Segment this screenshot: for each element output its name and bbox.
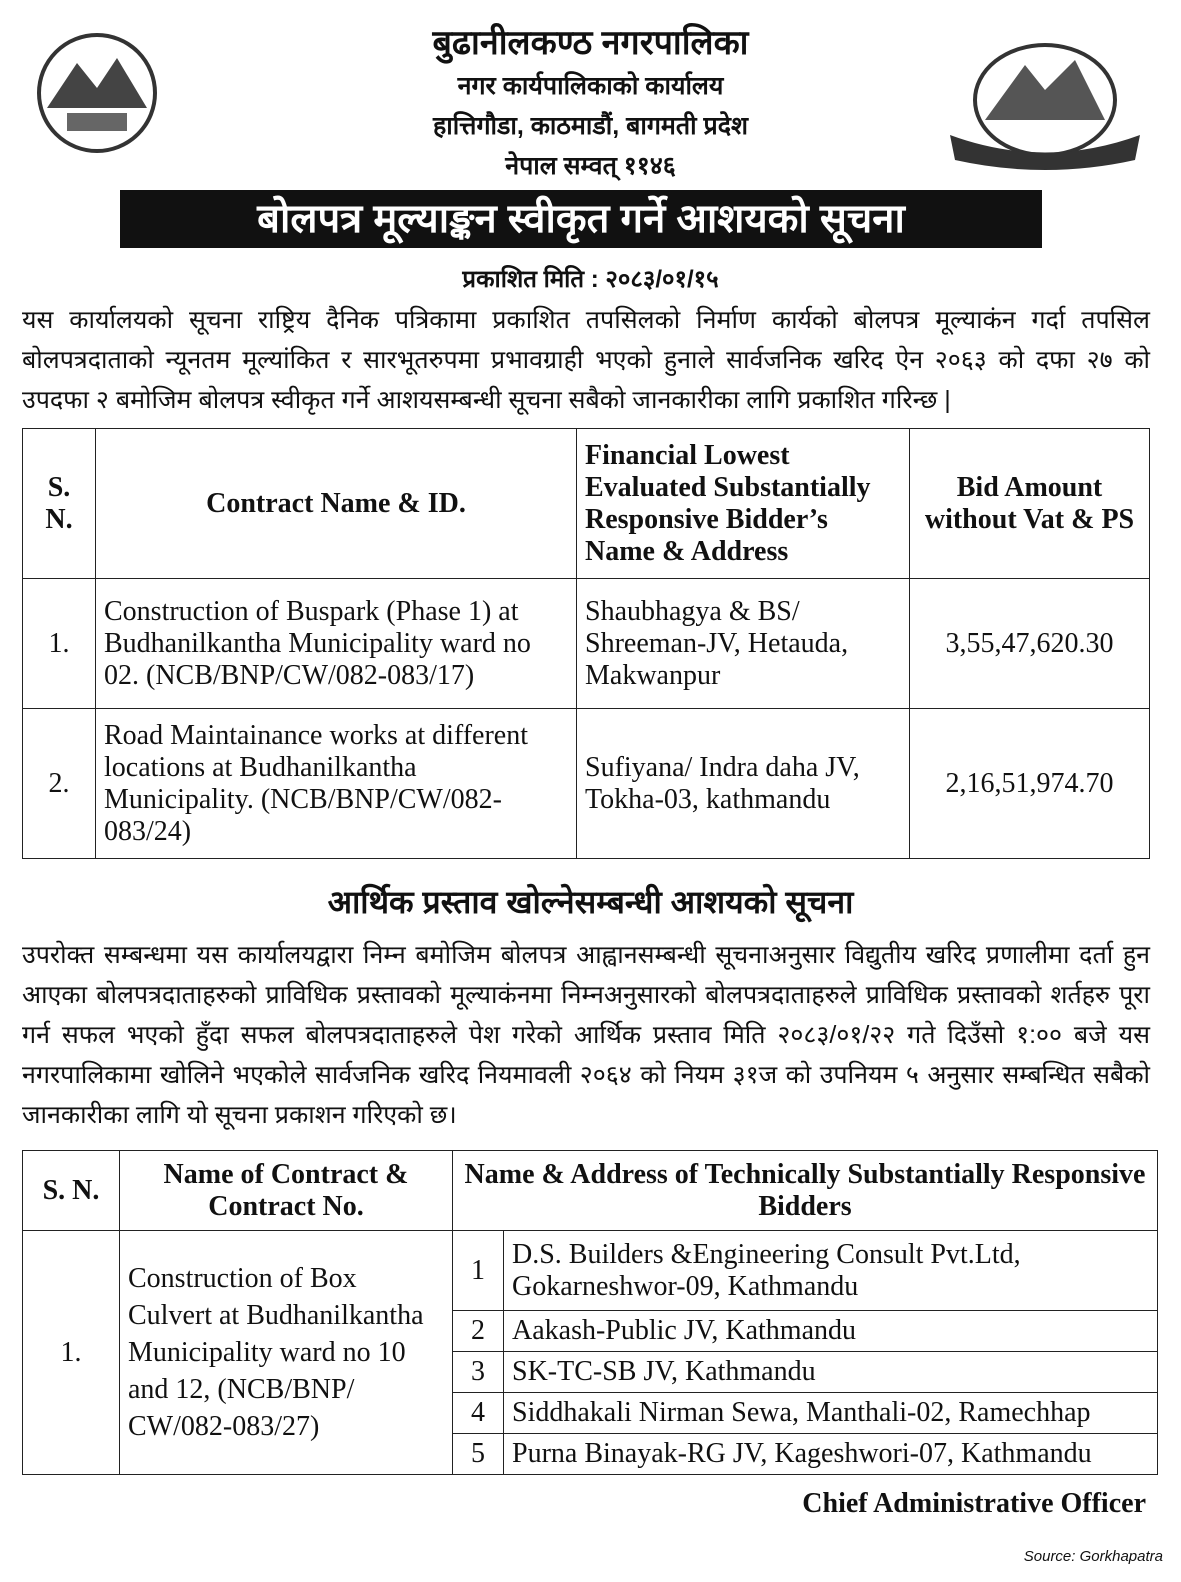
- bidder-no: 1: [453, 1231, 504, 1311]
- row-bidder: Sufiyana/ Indra daha JV, Tokha-03, kathmandu: [577, 709, 910, 859]
- bidder-no: 2: [453, 1311, 504, 1352]
- source-credit: Source: Gorkhapatra: [1023, 1548, 1163, 1565]
- bidder-name: Purna Binayak-RG JV, Kageshwori-07, Kathmandu: [504, 1434, 1158, 1475]
- bidder-no: 5: [453, 1434, 504, 1475]
- office-name: नगर कार्यपालिकाको कार्यालय: [457, 72, 724, 100]
- table-header-row: [23, 429, 1150, 579]
- org-name: बुढानीलकण्ठ नगरपालिका: [432, 24, 749, 62]
- responsive-bidders-table: [22, 1150, 1158, 1475]
- intro-paragraph: यस कार्यालयको सूचना राष्ट्रिय दैनिक पत्रिकामा प्रकाशित तपसिलको निर्माण कार्यको बोलपत्र मूल्याकंन गर्दा तपसिल बोलपत्रदाताको न्यूनतम मूल्यांकित र सारभूतरुपमा प्रभावग्राही भएको हुनाले सार्वजनिक खरिद ऐन २०६३ को दफा २७ को उपदफा २ बमोजिम बोलपत्र स्वीकृत गर्ने आशयसम्बन्धी सूचना सबैको जानकारीका लागि प्रकाशित गरिन्छ |: [22, 306, 1150, 414]
- section2-paragraph: उपरोक्त सम्बन्धमा यस कार्यालयद्वारा निम्न बमोजिम बोलपत्र आह्वानसम्बन्धी सूचनाअनुसार विद्युतीय खरिद प्रणालीमा दर्ता हुन आएका बोलपत्रदाताहरुको प्राविधिक प्रस्तावको मूल्याकंनमा निम्नअनुसारको बोलपत्रदाताहरुले प्राविधिक प्रस्तावको शर्तहरु पूरा गर्न सफल भएको हुँदा सफल बोलपत्रदाताहरुले पेश गरेको आर्थिक प्रस्ताव मिति २०८३/०१/२२ गते दिउँसो १:०० बजे यस नगरपालिकामा खोलिने भएकोले सार्वजनिक खरिद नियमावली २०६४ को नियम ३१ज को उपनियम ५ अनुसार सम्बन्धित सबैको जानकारीका लागि यो सूचना प्रकाशन गरिएको छ।: [22, 941, 1150, 1129]
- table-row: [23, 579, 1150, 709]
- office-address: हात्तिगौडा, काठमाडौं, बागमती प्रदेश: [432, 112, 749, 140]
- bidder-name: Aakash-Public JV, Kathmandu: [504, 1311, 1158, 1352]
- header-sn: S. N.: [23, 1151, 120, 1231]
- notice-title-banner: बोलपत्र मूल्याङ्कन स्वीकृत गर्ने आशयको सूचना: [120, 190, 1042, 248]
- header-contract: Contract Name & ID.: [96, 429, 577, 579]
- row-amount: 3,55,47,620.30: [910, 579, 1150, 709]
- row-bidder: Shaubhagya & BS/ Shreeman-JV, Hetauda, Makwanpur: [577, 579, 910, 709]
- header-sn: S. N.: [23, 429, 96, 579]
- section2-title: आर्थिक प्रस्ताव खोल्नेसम्बन्धी आशयको सूचना: [327, 884, 854, 920]
- bidder-no: 4: [453, 1393, 504, 1434]
- row-sn: 1.: [23, 579, 96, 709]
- row-contract: Construction of Buspark (Phase 1) at Budhanilkantha Municipality ward no 02. (NCB/BNP/CW/082-083/17): [96, 579, 577, 709]
- row-sn: 2.: [23, 709, 96, 859]
- row-contract: Road Maintainance works at different locations at Budhanilkantha Municipality. (NCB/BNP/CW/082-083/24): [96, 709, 577, 859]
- header-contract: Name of Contract & Contract No.: [120, 1151, 453, 1231]
- header-bidders: Name & Address of Technically Substantially Responsive Bidders: [453, 1151, 1158, 1231]
- row-sn: 1.: [23, 1231, 120, 1475]
- row-contract: Construction of Box Culvert at Budhanilkantha Municipality ward no 10 and 12, (NCB/BNP/ CW/082-083/27): [120, 1231, 453, 1475]
- bidder-name: SK-TC-SB JV, Kathmandu: [504, 1352, 1158, 1393]
- bid-evaluation-table: [22, 428, 1150, 859]
- header-bidder: Financial Lowest Evaluated Substantially Responsive Bidder’s Name & Address: [577, 429, 910, 579]
- signature-title: Chief Administrative Officer: [802, 1488, 1146, 1519]
- published-date: प्रकाशित मिति : २०८३/०१/१५: [462, 266, 719, 293]
- table-row: [23, 709, 1150, 859]
- table-row: [23, 1231, 1158, 1311]
- row-amount: 2,16,51,974.70: [910, 709, 1150, 859]
- bidder-name: D.S. Builders &Engineering Consult Pvt.Ltd, Gokarneshwor-09, Kathmandu: [504, 1231, 1158, 1311]
- nepal-sambat-year: नेपाल सम्वत् ११४६: [505, 152, 676, 180]
- bidder-no: 3: [453, 1352, 504, 1393]
- bidder-name: Siddhakali Nirman Sewa, Manthali-02, Ramechhap: [504, 1393, 1158, 1434]
- table-header-row: [23, 1151, 1158, 1231]
- header-amount: Bid Amount without Vat & PS: [910, 429, 1150, 579]
